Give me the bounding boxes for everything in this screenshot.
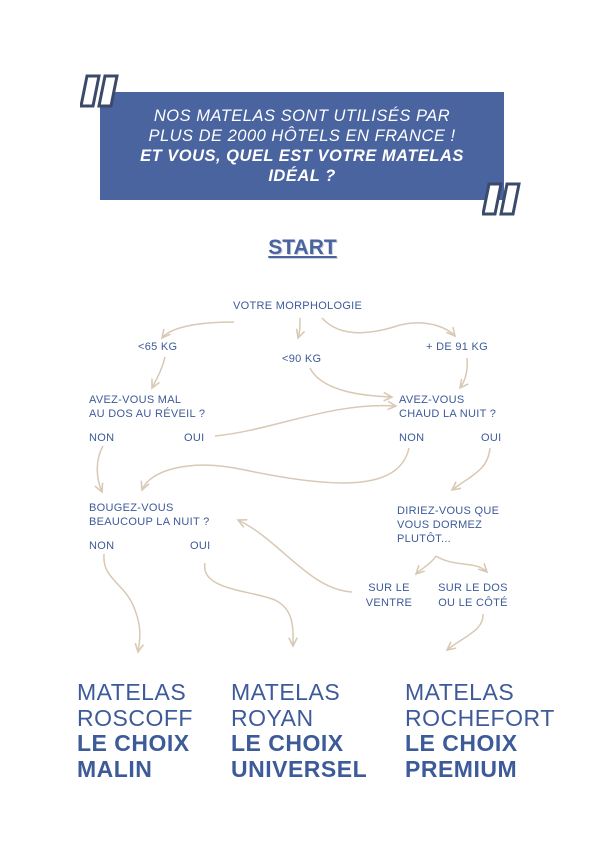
arrow-lt90-to-chaud — [310, 368, 392, 397]
arrow-chaud-oui — [452, 448, 490, 490]
result-roscoff-slogan2: MALIN — [77, 755, 153, 782]
node-ventre-line2: VENTRE — [365, 597, 413, 609]
quote-line-2: PLUS DE 2000 HÔTELS EN FRANCE ! — [148, 127, 456, 145]
node-q-bouge-line1: BOUGEZ-VOUS — [89, 502, 174, 514]
node-q-dormez-line1: DIRIEZ-VOUS QUE — [397, 505, 500, 517]
result-royan-slogan2: UNIVERSEL — [231, 755, 368, 782]
result-royan-name2: ROYAN — [231, 704, 314, 731]
quote-line-1: NOS MATELAS SONT UTILISÉS PAR — [153, 107, 451, 125]
arrow-to-gt91 — [322, 318, 455, 336]
node-q-dos-line1: AVEZ-VOUS MAL — [89, 394, 182, 406]
node-q-bouge-line2: BEAUCOUP LA NUIT ? — [89, 516, 210, 528]
result-roscoff — [77, 680, 193, 782]
node-morphologie: VOTRE MORPHOLOGIE — [233, 300, 363, 312]
node-lt65: <65 KG — [138, 341, 178, 353]
node-q-bouge-oui: OUI — [190, 540, 211, 552]
result-roscoff-name1: MATELAS — [77, 679, 187, 705]
arrow-dos-to-rochefort — [447, 614, 483, 650]
arrow-lt65-to-dos — [152, 357, 165, 388]
result-rochefort-name2: ROCHEFORT — [405, 704, 555, 731]
arrow-dormez-ventre — [416, 556, 436, 574]
node-q-chaud-non: NON — [399, 432, 425, 444]
result-roscoff-slogan1: LE CHOIX — [77, 730, 190, 756]
arrow-chaud-non — [142, 448, 409, 490]
quote-line-3: ET VOUS, QUEL EST VOTRE MATELAS — [140, 147, 464, 165]
arrow-morpho-down — [298, 318, 300, 338]
node-q-bouge-non: NON — [89, 540, 115, 552]
arrow-dos-non — [97, 446, 103, 492]
node-dos-line1: SUR LE DOS — [438, 582, 508, 594]
arrow-ventre-to-bouge — [238, 520, 352, 592]
node-q-chaud-line1: AVEZ-VOUS — [399, 394, 465, 406]
result-rochefort-slogan1: LE CHOIX — [405, 730, 518, 756]
node-gt91: + DE 91 KG — [426, 341, 489, 353]
node-q-dos-non: NON — [89, 432, 115, 444]
node-q-dormez-line2: VOUS DORMEZ — [397, 519, 483, 531]
node-q-dos-line2: AU DOS AU RÉVEIL ? — [89, 408, 206, 420]
node-dos-line2: OU LE CÔTÉ — [438, 597, 508, 609]
result-rochefort-name1: MATELAS — [405, 679, 515, 705]
node-q-dos-oui: OUI — [184, 432, 205, 444]
start-heading: START — [268, 236, 337, 259]
quote-line-4: IDÉAL ? — [268, 167, 336, 185]
result-royan-slogan1: LE CHOIX — [231, 730, 344, 756]
arrow-gt91-to-chaud — [460, 358, 467, 388]
arrow-bouge-oui — [205, 563, 293, 646]
result-royan-name1: MATELAS — [231, 679, 341, 705]
arrow-dormez-dos — [436, 556, 487, 572]
node-q-dormez-line3: PLUTÔT... — [397, 533, 452, 545]
node-lt90: <90 KG — [282, 353, 322, 365]
result-rochefort-slogan2: PREMIUM — [405, 755, 518, 782]
result-rochefort — [405, 680, 555, 782]
result-roscoff-name2: ROSCOFF — [77, 704, 193, 731]
arrow-dos-oui — [215, 406, 396, 436]
result-royan — [231, 680, 367, 782]
node-q-chaud-oui: OUI — [481, 432, 502, 444]
node-q-chaud-line2: CHAUD LA NUIT ? — [399, 408, 497, 420]
arrow-bouge-non — [104, 554, 140, 652]
arrow-to-lt65 — [162, 322, 234, 338]
node-ventre-line1: SUR LE — [368, 582, 410, 594]
